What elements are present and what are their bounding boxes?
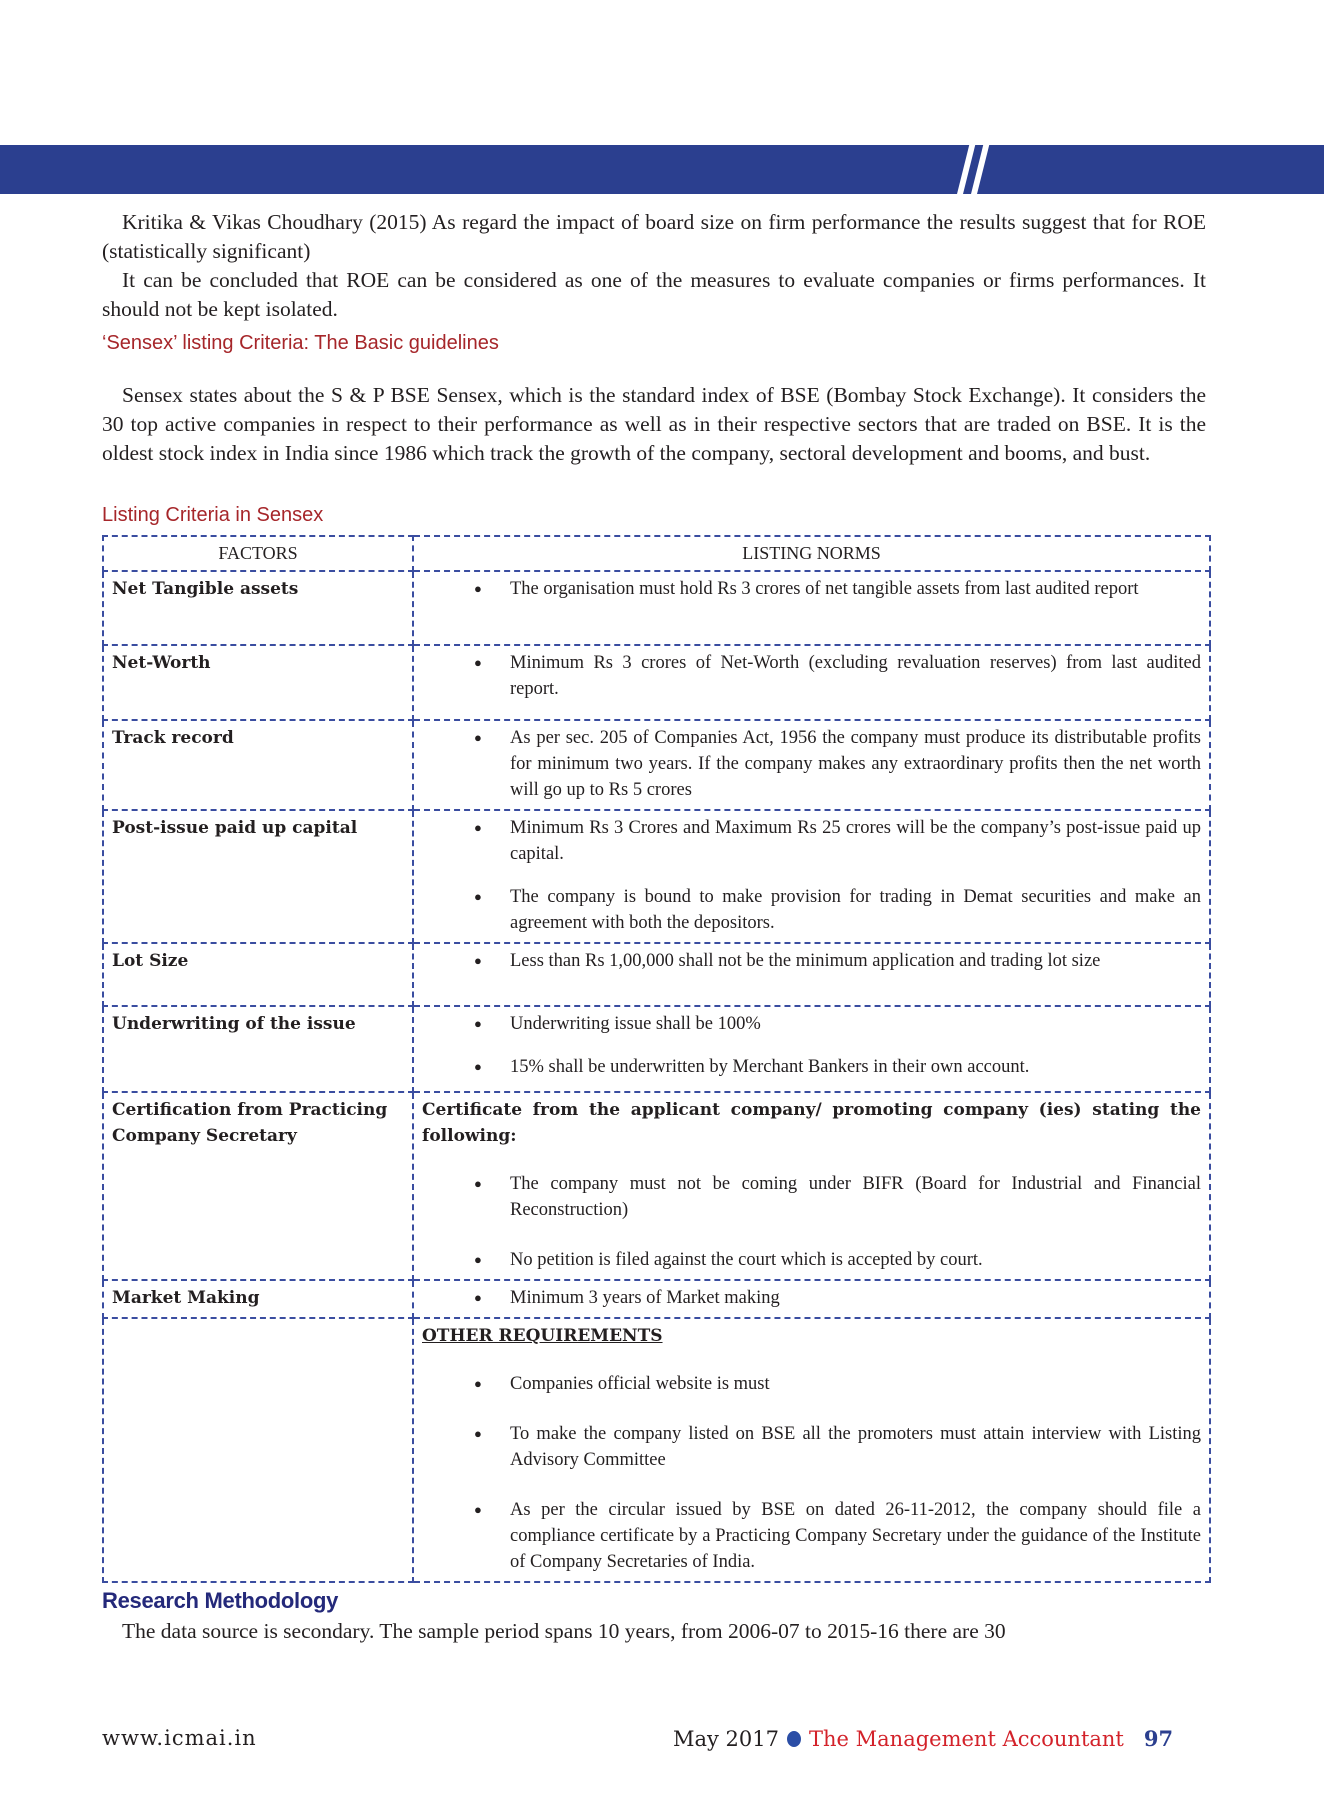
norm-item: ● Minimum Rs 3 crores of Net-Worth (excluding revaluation reserves) from last audited report. [422, 650, 1201, 702]
table-row [103, 1006, 1210, 1092]
factor-cell: Net-Worth [103, 645, 413, 720]
listing-criteria-table [102, 535, 1211, 1583]
table-row [103, 571, 1210, 645]
methodology-text [102, 1617, 1206, 1646]
norms-cell [413, 1280, 1210, 1318]
bullet-dot-icon [787, 1731, 801, 1747]
norm-item: ● The organisation must hold Rs 3 crores of net tangible assets from last audited report [422, 576, 1201, 602]
table-row [103, 720, 1210, 810]
norm-item: ● The company must not be coming under BIFR (Board for Industrial and Financial Reconstruction) [422, 1171, 1201, 1223]
norms-cell [413, 943, 1210, 1006]
norms-cell [413, 1318, 1210, 1582]
research-methodology-heading: Research Methodology [102, 1588, 339, 1613]
factor-cell: Net Tangible assets [103, 571, 413, 645]
footer-date: May 2017 [673, 1727, 780, 1751]
intro-paragraph-1: Kritika & Vikas Choudhary (2015) As regard the impact of board size on firm performance the results suggest that for ROE (statistically significant) [102, 210, 1206, 263]
norms-cell [413, 1092, 1210, 1280]
norm-item: ● Underwriting issue shall be 100% [422, 1011, 1201, 1037]
certificate-lead: Certificate from the applicant company/ promoting company (ies) stating the following: [422, 1100, 1201, 1146]
factor-cell: Post-issue paid up capital [103, 810, 413, 943]
page-number: 97 [1143, 1726, 1174, 1751]
norm-item: ● No petition is filed against the court which is accepted by court. [422, 1247, 1201, 1273]
footer-magazine-title: The Management Accountant [809, 1727, 1124, 1751]
table-row [103, 1318, 1210, 1582]
norm-item: ● The company is bound to make provision for trading in Demat securities and make an agreement with both the depositors. [422, 884, 1201, 936]
factor-cell: Lot Size [103, 943, 413, 1006]
methodology-paragraph: The data source is secondary. The sample period spans 10 years, from 2006-07 to 2015-16 there are 30 [122, 1619, 1006, 1643]
table-header-row [103, 536, 1210, 571]
factor-cell: Underwriting of the issue [103, 1006, 413, 1092]
norm-item: ● Companies official website is must [422, 1371, 1201, 1397]
table-row [103, 645, 1210, 720]
norms-cell [413, 1006, 1210, 1092]
footer-right [673, 1726, 1173, 1751]
norm-item: ● As per sec. 205 of Companies Act, 1956 the company must produce its distributable profits for minimum two years. If the company makes any extraordinary profits then the net worth will go up to Rs 5 crores [422, 725, 1201, 803]
factor-cell: Certification from Practicing Company Secretary [103, 1092, 413, 1280]
norm-item: ● Minimum Rs 3 Crores and Maximum Rs 25 crores will be the company’s post-issue paid up capital. [422, 815, 1201, 867]
column-header-norms: LISTING NORMS [413, 536, 1210, 571]
norms-cell [413, 720, 1210, 810]
norms-cell [413, 571, 1210, 645]
norms-cell [413, 645, 1210, 720]
intro-paragraph-2: It can be concluded that ROE can be considered as one of the measures to evaluate companies or firms performances. It should not be kept isolated. [102, 268, 1206, 321]
footer-url[interactable]: www.icmai.in [102, 1726, 257, 1750]
column-header-factors: FACTORS [103, 536, 413, 571]
table-row [103, 1092, 1210, 1280]
factor-cell [103, 1318, 413, 1582]
sensex-paragraph: Sensex states about the S & P BSE Sensex, which is the standard index of BSE (Bombay Stock Exchange). It considers the 30 top active companies in respect to their performance as well as in their respective sectors that are traded on BSE. It is the oldest stock index in India since 1986 which track the growth of the company, sectoral development and booms, and bust. [102, 383, 1206, 465]
norm-item: ● To make the company listed on BSE all the promoters must attain interview with Listing Advisory Committee [422, 1421, 1201, 1473]
norm-item: ● As per the circular issued by BSE on dated 26-11-2012, the company should file a compliance certificate by a Practicing Company Secretary under the guidance of the Institute of Company Secretaries of India. [422, 1497, 1201, 1575]
intro-text [102, 208, 1206, 324]
norm-item: ● Less than Rs 1,00,000 shall not be the minimum application and trading lot size [422, 948, 1201, 974]
factor-cell: Track record [103, 720, 413, 810]
sensex-text [102, 381, 1206, 468]
norm-item: ● Minimum 3 years of Market making [422, 1285, 1201, 1311]
norms-cell [413, 810, 1210, 943]
table-row [103, 810, 1210, 943]
factor-cell: Market Making [103, 1280, 413, 1318]
norm-item: ● 15% shall be underwritten by Merchant Bankers in their own account. [422, 1054, 1201, 1080]
table-caption: Listing Criteria in Sensex [102, 504, 324, 526]
table-row [103, 1280, 1210, 1318]
sensex-heading: ‘Sensex’ listing Criteria: The Basic guidelines [102, 332, 499, 354]
table-row [103, 943, 1210, 1006]
header-band [0, 145, 1324, 194]
other-requirements-title: OTHER REQUIREMENTS [422, 1326, 663, 1346]
